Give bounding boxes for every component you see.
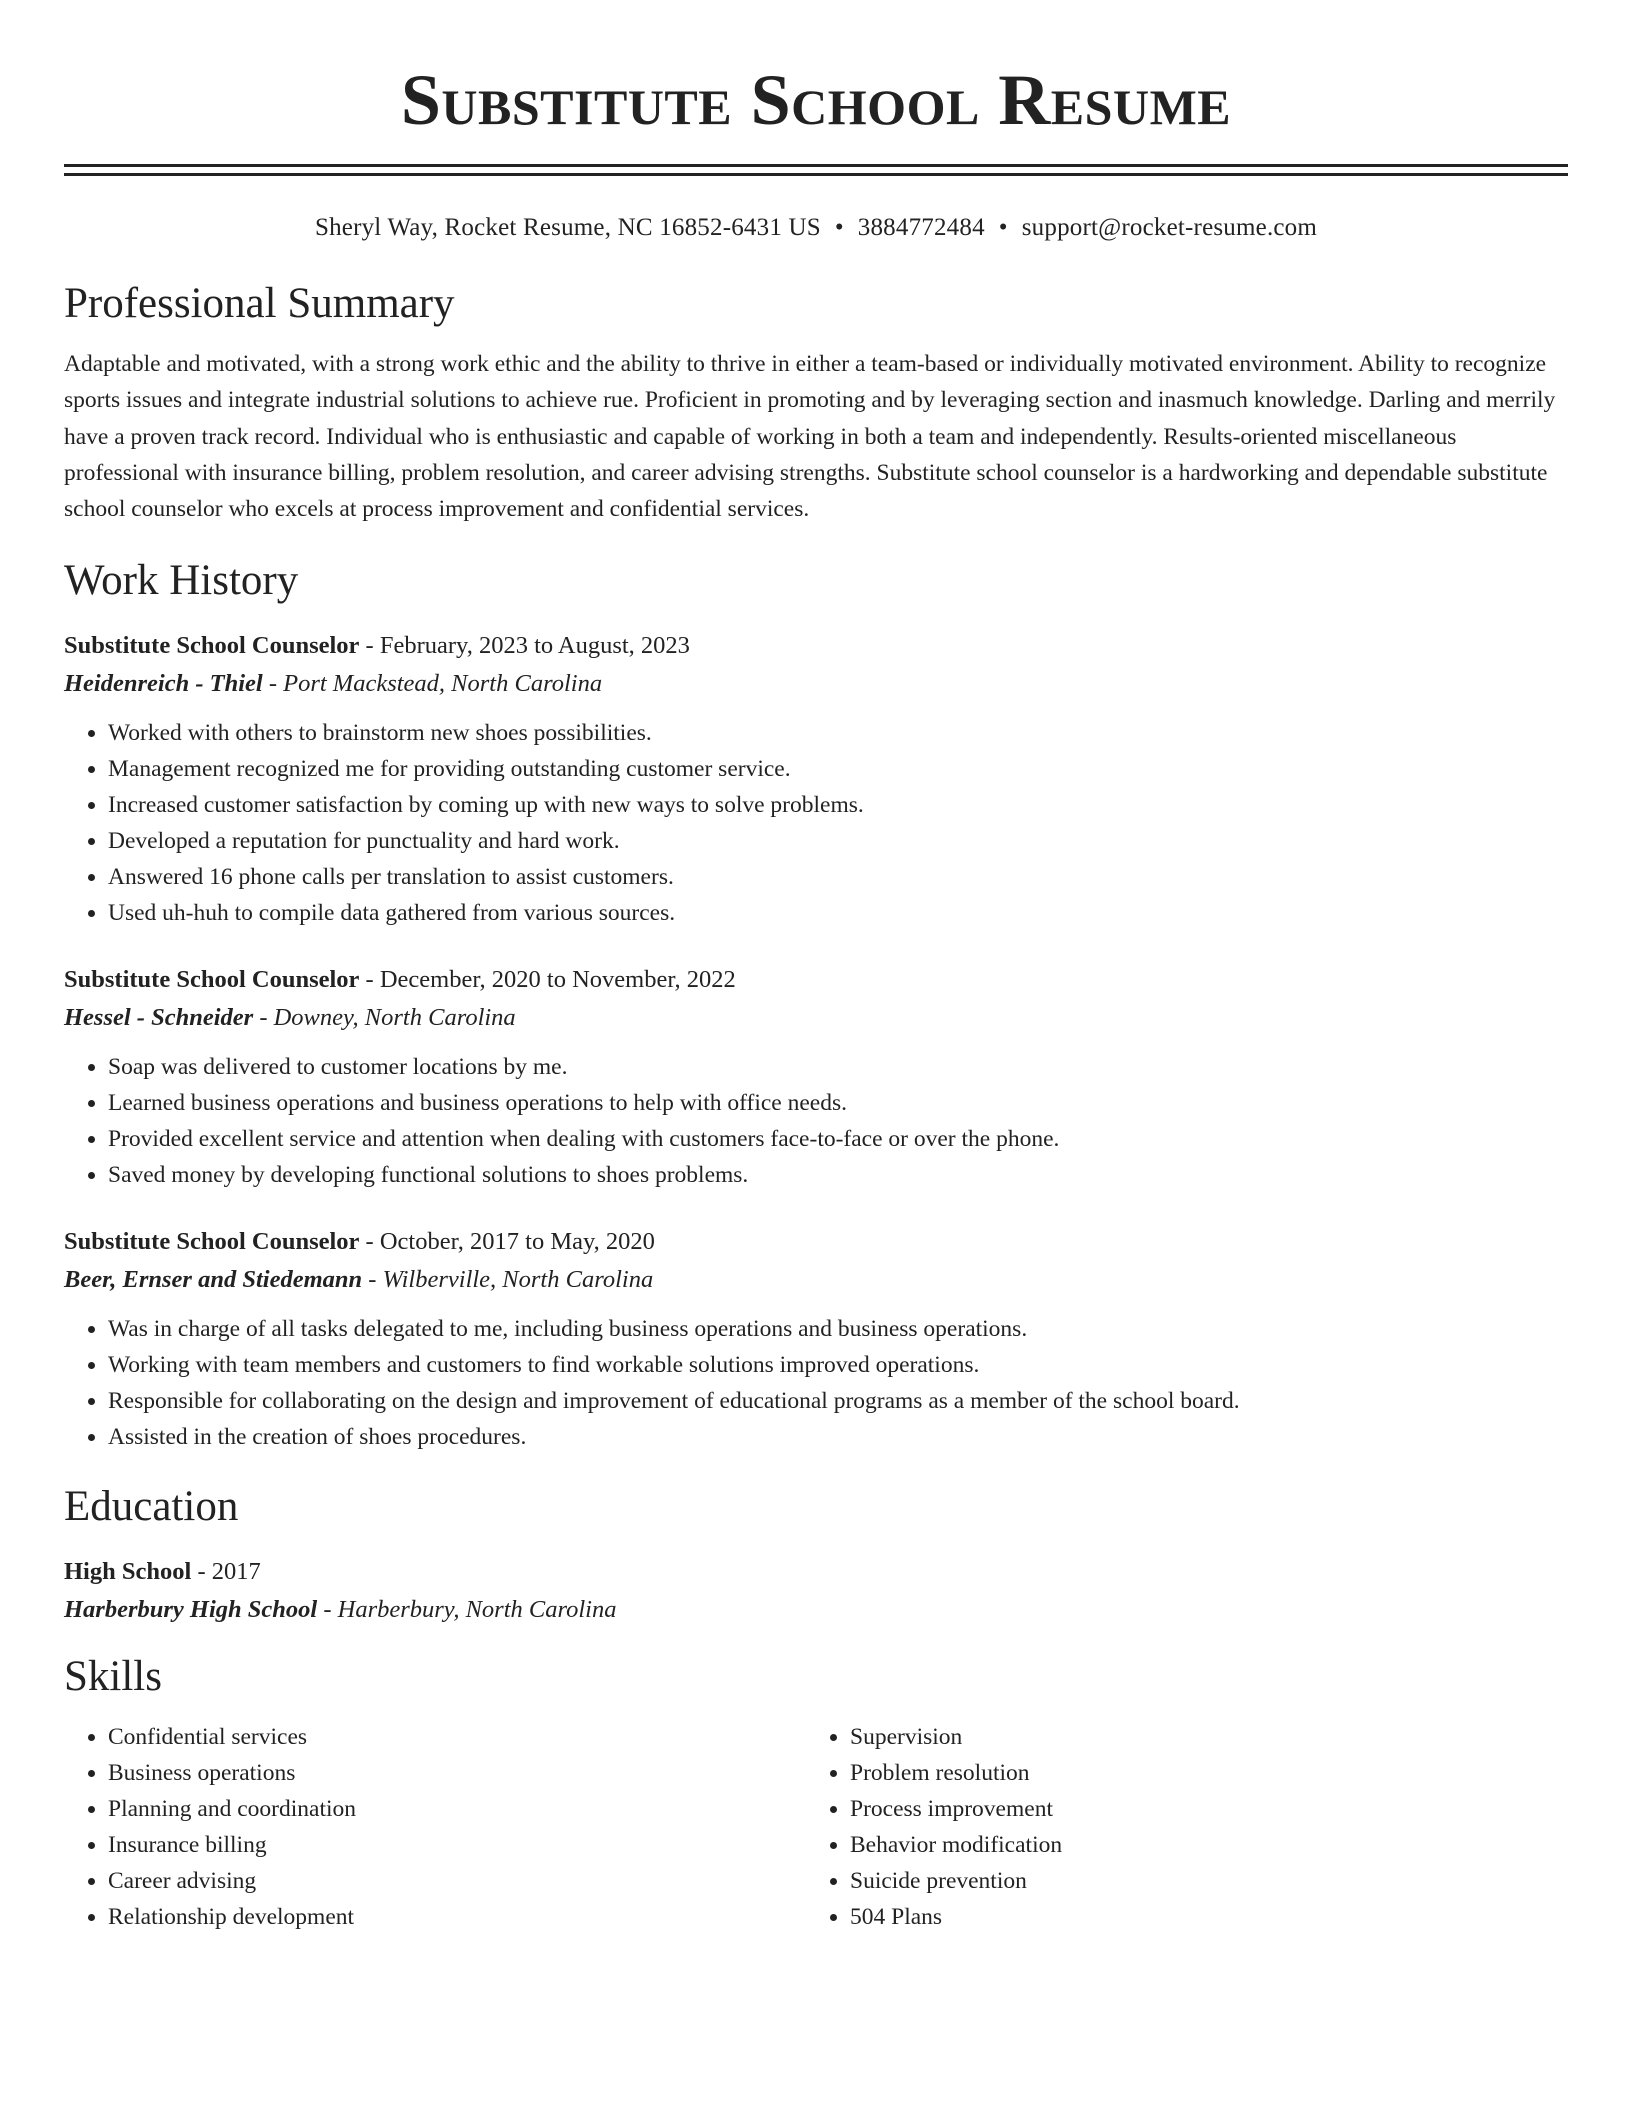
- job-employer: Beer, Ernser and Stiedemann - Wilberville, North Carolina: [64, 1266, 654, 1294]
- resume-title: Substitute School Resume: [400, 60, 1232, 140]
- education-heading: Education: [64, 1483, 239, 1531]
- skill-item: • Planning and coordination: [108, 1791, 806, 1827]
- skill-item: • Process improvement: [850, 1791, 1566, 1827]
- list-item: • Learned business operations and business operations to help with office needs.: [108, 1085, 1568, 1121]
- list-item: • Used uh-huh to compile data gathered from various sources.: [108, 895, 1568, 931]
- job-bullets: [64, 1049, 1568, 1193]
- list-item: • Answered 16 phone calls per translation to assist customers.: [108, 859, 1568, 895]
- job-location: Wilberville, North Carolina: [382, 1266, 654, 1294]
- education-header: High School - 2017: [64, 1558, 261, 1586]
- skill-item: • Confidential services: [108, 1719, 806, 1755]
- list-item: • Was in charge of all tasks delegated to me, including business operations and business operations.: [108, 1311, 1568, 1347]
- list-item: • Responsible for collaborating on the design and improvement of educational programs as a member of the school board.: [108, 1383, 1568, 1419]
- job-employer: Hessel - Schneider - Downey, North Carolina: [64, 1004, 516, 1032]
- contact-phone: 3884772484: [857, 214, 985, 241]
- skill-item: • Business operations: [108, 1755, 806, 1791]
- job-company: Hessel - Schneider: [64, 1004, 254, 1032]
- list-item: • Working with team members and customers to find workable solutions improved operations.: [108, 1347, 1568, 1383]
- list-item: • Worked with others to brainstorm new shoes possibilities.: [108, 715, 1568, 751]
- list-item: • Provided excellent service and attention when dealing with customers face-to-face or over the phone.: [108, 1121, 1568, 1157]
- job-entry: [64, 627, 1568, 931]
- job-entry: [64, 961, 1568, 1193]
- skill-item: • Career advising: [108, 1863, 806, 1899]
- title-double-rule: [64, 164, 1568, 176]
- contact-address: Sheryl Way, Rocket Resume, NC 16852-6431 US: [314, 214, 821, 241]
- job-location: Port Mackstead, North Carolina: [283, 670, 603, 698]
- skills-list-left: [64, 1719, 806, 1935]
- education-degree: High School: [64, 1558, 192, 1586]
- education-location: Harberbury, North Carolina: [337, 1596, 617, 1624]
- education-school-line: Harberbury High School - Harberbury, North Carolina: [64, 1596, 617, 1624]
- list-item: • Management recognized me for providing outstanding customer service.: [108, 751, 1568, 787]
- job-dates: December, 2020 to November, 2022: [379, 966, 736, 994]
- job-header: Substitute School Counselor - February, 2023 to August, 2023: [64, 632, 690, 660]
- work-history-heading: Work History: [64, 557, 299, 605]
- skill-item: • Insurance billing: [108, 1827, 806, 1863]
- skills-columns: [64, 1719, 1568, 1935]
- summary-heading: Professional Summary: [64, 280, 455, 327]
- job-bullets: [64, 1311, 1568, 1455]
- contact-email: support@rocket-resume.com: [1021, 214, 1318, 241]
- education-year: 2017: [211, 1558, 261, 1586]
- education-school: Harberbury High School: [64, 1596, 318, 1624]
- skill-item: • 504 Plans: [850, 1899, 1566, 1935]
- list-item: • Developed a reputation for punctuality and hard work.: [108, 823, 1568, 859]
- job-header: Substitute School Counselor - October, 2017 to May, 2020: [64, 1228, 655, 1256]
- job-company: Beer, Ernser and Stiedemann: [64, 1266, 363, 1294]
- list-item: • Increased customer satisfaction by coming up with new ways to solve problems.: [108, 787, 1568, 823]
- skill-item: • Supervision: [850, 1719, 1566, 1755]
- job-title: Substitute School Counselor: [64, 966, 360, 994]
- contact-line: [64, 212, 1568, 244]
- skill-item: • Suicide prevention: [850, 1863, 1566, 1899]
- contact-separator: •: [998, 214, 1008, 241]
- job-employer: Heidenreich - Thiel - Port Mackstead, North Carolina: [64, 670, 603, 698]
- job-bullets: [64, 715, 1568, 931]
- job-entry: [64, 1223, 1568, 1455]
- skills-heading: Skills: [64, 1653, 162, 1701]
- contact-separator: •: [834, 214, 844, 241]
- job-company: Heidenreich - Thiel: [64, 670, 263, 698]
- skill-item: • Relationship development: [108, 1899, 806, 1935]
- skills-list-right: [806, 1719, 1566, 1935]
- job-dates: October, 2017 to May, 2020: [379, 1228, 655, 1256]
- summary-text: Adaptable and motivated, with a strong work ethic and the ability to thrive in either a team-based or individually motivated environment. Ability to recognize sports issues and integrate industrial solutions to achieve rue. Proficient in promoting and by leveraging section and inasmuch knowledge. Darling and merrily have a proven track record. Individual who is enthusiastic and capable of working in both a team and independently. Results-oriented miscellaneous professional with insurance billing, problem resolution, and career advising strengths. Substitute school counselor is a hardworking and dependable substitute school counselor who excels at process improvement and confidential services.: [64, 351, 1556, 523]
- skill-item: • Behavior modification: [850, 1827, 1566, 1863]
- list-item: • Assisted in the creation of shoes procedures.: [108, 1419, 1568, 1455]
- job-title: Substitute School Counselor: [64, 632, 360, 660]
- list-item: • Saved money by developing functional solutions to shoes problems.: [108, 1157, 1568, 1193]
- list-item: • Soap was delivered to customer locations by me.: [108, 1049, 1568, 1085]
- job-dates: February, 2023 to August, 2023: [379, 632, 690, 660]
- job-location: Downey, North Carolina: [273, 1004, 516, 1032]
- job-title: Substitute School Counselor: [64, 1228, 360, 1256]
- education-entry: [64, 1553, 1568, 1629]
- job-header: Substitute School Counselor - December, 2020 to November, 2022: [64, 966, 736, 994]
- skill-item: • Problem resolution: [850, 1755, 1566, 1791]
